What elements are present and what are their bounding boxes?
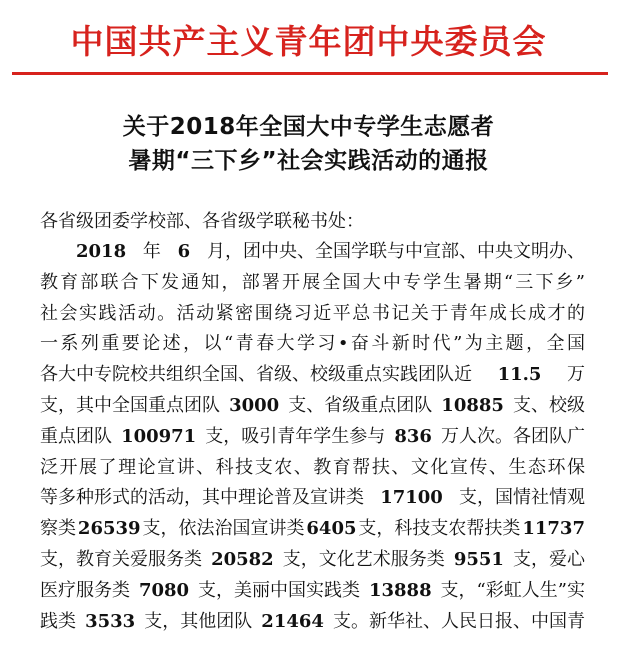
body-text-segment: 支。新华社、人民日报、中国青 — [332, 610, 585, 632]
document-title-line-1: 关于2018年全国大中专学生志愿者 — [122, 114, 495, 140]
body-text-segment: 支，其中全国重点团队 — [40, 394, 220, 416]
body-text-segment: 9551 — [453, 548, 504, 570]
addressee: 各省级团委学校部、各省级学联秘书处： — [40, 211, 364, 232]
body-text-segment: 践类 — [40, 610, 76, 632]
letterhead-red-rule — [12, 72, 608, 75]
body-text-segment: 支，吸引青年学生参与 — [205, 425, 386, 447]
body-text-segment: 支，“彩虹人生”实 — [440, 579, 585, 601]
body-text-segment: 各大中专院校共组织全国、省级、校级重点实践团队近 — [40, 364, 472, 386]
body-text-segment: 泛开展了理论宣讲、科技支农、教育帮扶、文化宣传、生态环保 — [40, 456, 585, 478]
body-text-segment: 7080 — [138, 579, 190, 601]
body-text-segment: 支，依法治国宣讲类 — [142, 518, 305, 540]
body-text-segment: 察类 — [40, 518, 76, 540]
body-line — [40, 391, 585, 422]
body-text-segment: 2018 — [76, 241, 127, 262]
body-text-segment: 20582 — [211, 548, 274, 570]
body-text-segment: 6405 — [306, 518, 357, 540]
document-title-line-2: 暑期“三下乡”社会实践活动的通报 — [128, 148, 489, 174]
body-line — [40, 483, 585, 514]
body-text-segment: 支，国情社情观 — [459, 487, 585, 509]
body-text-segment: 年 — [142, 241, 161, 262]
body-text-segment: 医疗服务类 — [40, 579, 130, 601]
body-text-segment: 支、省级重点团队 — [288, 394, 433, 416]
body-text-segment: 支，美丽中国实践类 — [198, 579, 361, 601]
body-text-segment: 10885 — [441, 394, 504, 416]
body-text-segment: 支、校级 — [512, 394, 585, 416]
body-text-segment: 支，科技支农帮扶类 — [358, 518, 521, 540]
body-text-segment: 6 — [177, 241, 191, 262]
body-line — [40, 514, 585, 545]
body-line — [40, 299, 585, 330]
body-text-segment: 3000 — [229, 394, 280, 416]
body-text-segment: 重点团队 — [40, 425, 112, 447]
body-line — [40, 360, 585, 391]
body-text-segment: 100971 — [121, 425, 197, 447]
body-text-segment: 13888 — [368, 579, 432, 601]
body-text-segment: 等多种形式的活动，其中理论普及宣讲类 — [40, 487, 364, 509]
body-text-segment: 11737 — [522, 518, 585, 540]
body-line — [40, 607, 585, 638]
body-line — [40, 329, 585, 360]
body-text-segment: 17100 — [380, 487, 443, 509]
body-paragraph — [40, 237, 585, 637]
body-line — [40, 453, 585, 484]
body-text-segment: 万人次。各团队广 — [440, 425, 585, 447]
body-text-segment: 支，爱心 — [512, 548, 585, 570]
body-text-segment: 支，教育关爱服务类 — [40, 548, 202, 570]
body-text-segment: 教育部联合下发通知，部署开展全国大中专学生暑期“三下乡” — [40, 271, 585, 293]
body-text-segment: 支，其他团队 — [144, 610, 253, 632]
body-text-segment: 21464 — [261, 610, 324, 632]
body-line — [40, 545, 585, 576]
body-line — [40, 576, 585, 607]
body-text-segment: 26539 — [77, 518, 141, 540]
body-text-segment: 万 — [567, 364, 585, 386]
body-line — [40, 422, 585, 453]
body-text-segment: 月，团中央、全国学联与中宣部、中央文明办、 — [206, 241, 585, 262]
body-text-segment: 3533 — [85, 610, 136, 632]
body-text-segment: 支，文化艺术服务类 — [282, 548, 445, 570]
letterhead-org-name: 中国共产主义青年团中央委员会 — [70, 22, 547, 61]
body-text-segment: 11.5 — [497, 364, 542, 386]
body-text-segment: 社会实践活动。活动紧密围绕习近平总书记关于青年成长成才的 — [40, 302, 585, 324]
body-text-segment: 一系列重要论述，以“青春大学习•奋斗新时代”为主题，全国 — [40, 333, 585, 355]
body-line — [40, 268, 585, 299]
body-text-segment: 836 — [394, 425, 432, 447]
body-line — [40, 237, 585, 268]
